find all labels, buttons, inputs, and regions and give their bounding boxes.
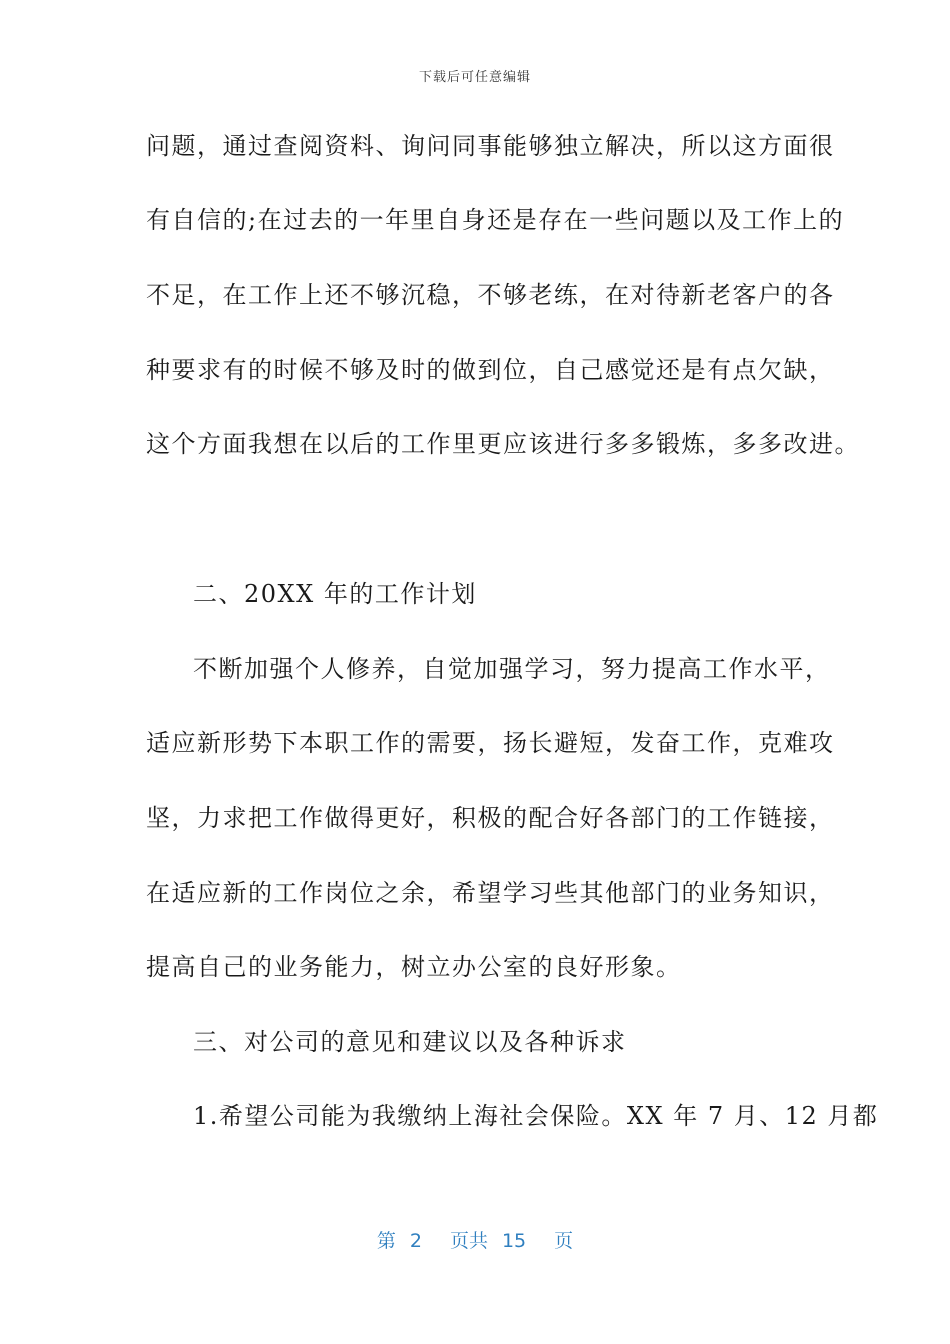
body-line-8: 适应新形势下本职工作的需要，扬长避短，发奋工作，克难攻 <box>146 729 835 757</box>
footer-suffix: 页 <box>554 1230 574 1252</box>
body-line-7: 不断加强个人修养，自觉加强学习，努力提高工作水平， <box>193 655 831 683</box>
body-line-10: 在适应新的工作岗位之余，希望学习些其他部门的业务知识， <box>146 879 835 907</box>
body-line-1: 问题，通过查阅资料、询问同事能够独立解决，所以这方面很 <box>146 132 835 160</box>
footer-page-number: 2 <box>409 1230 422 1252</box>
page-footer <box>0 1226 950 1253</box>
download-note-header: 下载后可任意编辑 <box>418 70 531 85</box>
footer-prefix: 第 <box>376 1230 396 1252</box>
body-line-13: 1.希望公司能为我缴纳上海社会保险。XX 年 7 月、12 月都 <box>193 1102 879 1130</box>
body-line-3: 不足，在工作上还不够沉稳，不够老练，在对待新老客户的各 <box>146 281 835 309</box>
section-heading-2: 二、20XX 年的工作计划 <box>193 580 477 608</box>
body-line-9: 坚，力求把工作做得更好，积极的配合好各部门的工作链接， <box>146 804 835 832</box>
body-line-11: 提高自己的业务能力，树立办公室的良好形象。 <box>146 953 682 981</box>
body-line-2: 有自信的;在过去的一年里自身还是存在一些问题以及工作上的 <box>146 206 845 234</box>
footer-middle: 页共 <box>449 1230 488 1252</box>
section-heading-3: 三、对公司的意见和建议以及各种诉求 <box>193 1028 627 1056</box>
body-line-5: 这个方面我想在以后的工作里更应该进行多多锻炼，多多改进。 <box>146 430 860 458</box>
body-line-4: 种要求有的时候不够及时的做到位，自己感觉还是有点欠缺， <box>146 356 835 384</box>
footer-total-pages: 15 <box>501 1230 527 1252</box>
